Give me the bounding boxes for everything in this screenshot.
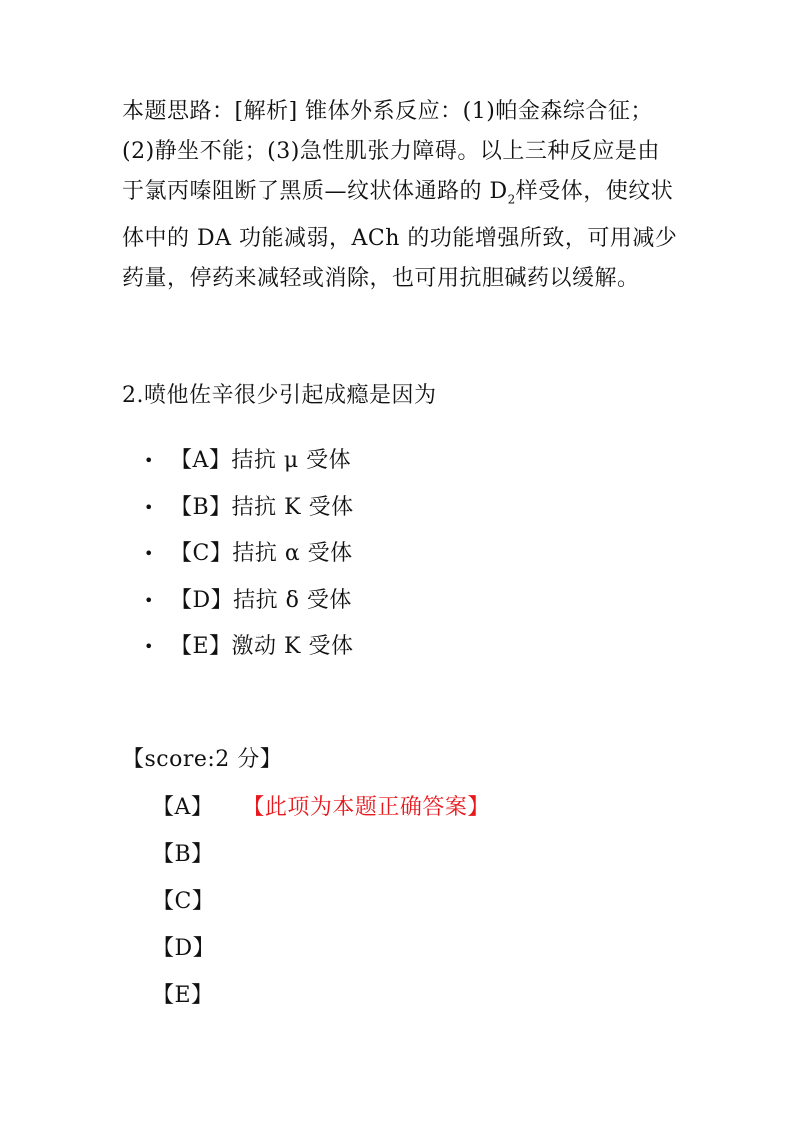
explanation-part-1: 本题思路：[解析] 锥体外系反应：(1)帕金森综合征；(2)静坐不能；(3)急性肌张力障碍。以上三种反应是由于氯丙嗪阻断了黑质—纹状体通路的 D bbox=[122, 99, 660, 204]
option-e[interactable] bbox=[144, 624, 354, 671]
answer-list bbox=[152, 784, 490, 1019]
bullet-icon: • bbox=[144, 637, 154, 656]
answer-b bbox=[152, 831, 490, 878]
answer-label: 【E】 bbox=[152, 983, 214, 1008]
option-a[interactable] bbox=[144, 438, 354, 485]
answer-label: 【C】 bbox=[152, 889, 215, 914]
answer-e bbox=[152, 972, 490, 1019]
option-list bbox=[144, 438, 354, 671]
option-label: 【C】拮抗 α 受体 bbox=[170, 541, 353, 566]
option-label: 【E】激动 K 受体 bbox=[170, 634, 354, 659]
explanation-paragraph bbox=[122, 92, 682, 299]
correct-answer-mark: 【此项为本题正确答案】 bbox=[253, 795, 490, 820]
answer-d bbox=[152, 925, 490, 972]
answer-label: 【A】 bbox=[152, 795, 214, 820]
option-c[interactable] bbox=[144, 531, 354, 578]
subscript-2: 2 bbox=[507, 192, 516, 207]
answer-label: 【B】 bbox=[152, 842, 214, 867]
option-label: 【A】拮抗 μ 受体 bbox=[170, 448, 352, 473]
bullet-icon: • bbox=[144, 544, 154, 563]
option-label: 【D】拮抗 δ 受体 bbox=[170, 587, 352, 613]
option-d[interactable] bbox=[144, 578, 354, 625]
answer-a bbox=[152, 784, 490, 831]
bullet-icon: • bbox=[144, 451, 154, 470]
question-text: 2.喷他佐辛很少引起成瘾是因为 bbox=[122, 383, 437, 408]
answer-c bbox=[152, 878, 490, 925]
explanation-part-2: 样受体，使纹状体中的 DA 功能减弱，ACh 的功能增强所致，可用减少药量，停药来减轻或消除，也可用抗胆碱药以缓解。 bbox=[122, 179, 678, 292]
explanation-text bbox=[122, 92, 682, 299]
option-label: 【B】拮抗 K 受体 bbox=[170, 494, 354, 520]
score-label: 【score:2 分】 bbox=[122, 747, 283, 772]
bullet-icon: • bbox=[144, 590, 154, 610]
bullet-icon: • bbox=[144, 497, 154, 517]
option-b[interactable] bbox=[144, 485, 354, 532]
answer-label: 【D】 bbox=[152, 936, 216, 961]
